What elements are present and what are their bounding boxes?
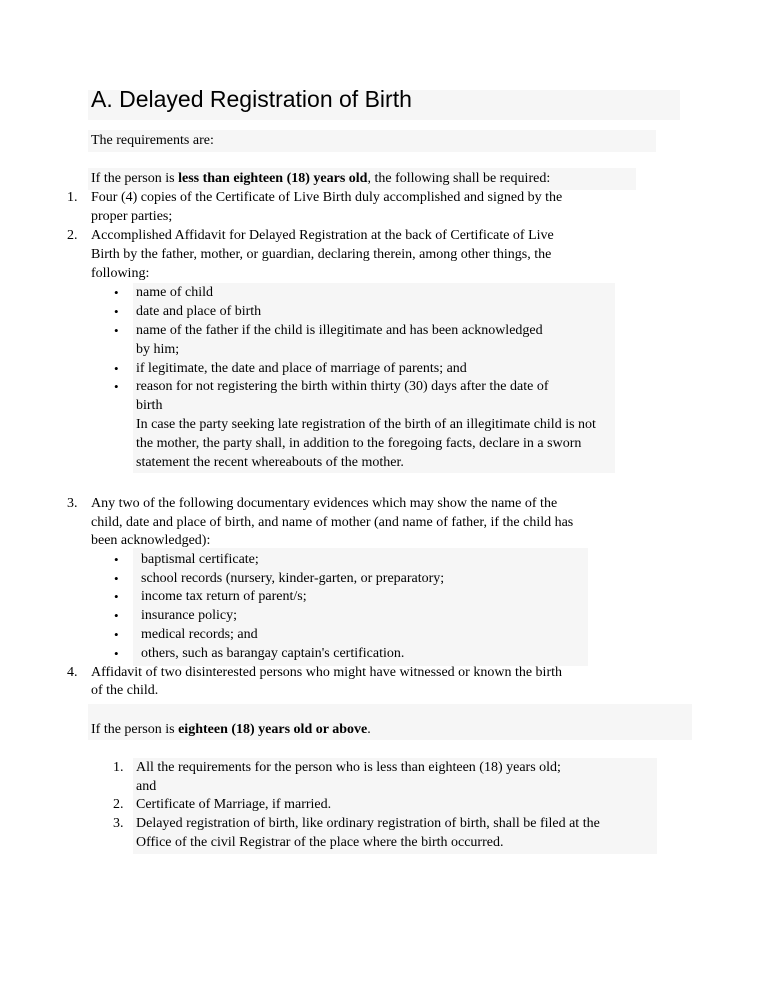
bullet-item: name of child	[136, 285, 213, 300]
list-item-line: Office of the civil Registrar of the place where the birth occurred.	[136, 835, 504, 850]
affidavit-note-line: In case the party seeking late registration of the birth of an illegitimate child is not	[136, 417, 596, 432]
minor-lead: If the person is less than eighteen (18) years old, the following shall be required:	[91, 171, 551, 186]
list-item-line: All the requirements for the person who is less than eighteen (18) years old;	[136, 760, 561, 775]
bullet-item: school records (nursery, kinder-garten, or preparatory;	[141, 571, 445, 586]
list-item-line: of the child.	[91, 683, 159, 698]
list-number: 2.	[67, 228, 78, 243]
bullet-glyph: •	[114, 304, 119, 319]
adult-age-condition: eighteen (18) years old or above	[178, 722, 368, 737]
bullet-item-continued: by him;	[136, 342, 180, 357]
list-item-line: Certificate of Marriage, if married.	[136, 797, 332, 812]
bullet-item: insurance policy;	[141, 608, 238, 623]
bullet-item: income tax return of parent/s;	[141, 589, 307, 604]
affidavit-note-line: the mother, the party shall, in addition to the foregoing facts, declare in a sworn	[136, 436, 582, 451]
page-title: A. Delayed Registration of Birth	[91, 86, 412, 112]
list-number: 1.	[113, 760, 124, 775]
bullet-glyph: •	[114, 552, 119, 567]
bullet-glyph: •	[114, 589, 119, 604]
list-number: 4.	[67, 665, 78, 680]
list-item-line: been acknowledged):	[91, 533, 211, 548]
adult-lead: If the person is eighteen (18) years old or above.	[91, 722, 371, 737]
bullet-glyph: •	[114, 323, 119, 338]
bullet-item: if legitimate, the date and place of marriage of parents; and	[136, 361, 467, 376]
intro-text: The requirements are:	[91, 133, 214, 148]
bullet-glyph: •	[114, 285, 119, 300]
list-item-line: Accomplished Affidavit for Delayed Registration at the back of Certificate of Live	[91, 228, 554, 243]
bullet-glyph: •	[114, 627, 119, 642]
list-item-line: following:	[91, 266, 150, 281]
list-number: 3.	[67, 496, 78, 511]
bullet-glyph: •	[114, 571, 119, 586]
list-item-line: and	[136, 779, 157, 794]
bullet-item: reason for not registering the birth within thirty (30) days after the date of	[136, 379, 549, 394]
bullet-item: name of the father if the child is illegitimate and has been acknowledged	[136, 323, 543, 338]
list-item-line: Birth by the father, mother, or guardian, declaring therein, among other things, the	[91, 247, 552, 262]
bullet-item: medical records; and	[141, 627, 258, 642]
bullet-item: date and place of birth	[136, 304, 262, 319]
list-item-line: Any two of the following documentary evidences which may show the name of the	[91, 496, 558, 511]
bullet-glyph: •	[114, 361, 119, 376]
bullet-item: baptismal certificate;	[141, 552, 259, 567]
list-item-line: Delayed registration of birth, like ordinary registration of birth, shall be filed at the	[136, 816, 600, 831]
list-item-line: proper parties;	[91, 209, 173, 224]
minor-age-condition: less than eighteen (18) years old	[178, 171, 368, 186]
list-number: 1.	[67, 190, 78, 205]
bullet-glyph: •	[114, 608, 119, 623]
affidavit-note-line: statement the recent whereabouts of the mother.	[136, 455, 404, 470]
list-number: 3.	[113, 816, 124, 831]
list-item-line: Affidavit of two disinterested persons who might have witnessed or known the birth	[91, 665, 562, 680]
list-number: 2.	[113, 797, 124, 812]
bullet-item: others, such as barangay captain's certification.	[141, 646, 405, 661]
bullet-glyph: •	[114, 646, 119, 661]
list-item-line: child, date and place of birth, and name of mother (and name of father, if the child has	[91, 515, 574, 530]
list-item-line: Four (4) copies of the Certificate of Live Birth duly accomplished and signed by the	[91, 190, 563, 205]
bullet-item-continued: birth	[136, 398, 163, 413]
bullet-glyph: •	[114, 379, 119, 394]
